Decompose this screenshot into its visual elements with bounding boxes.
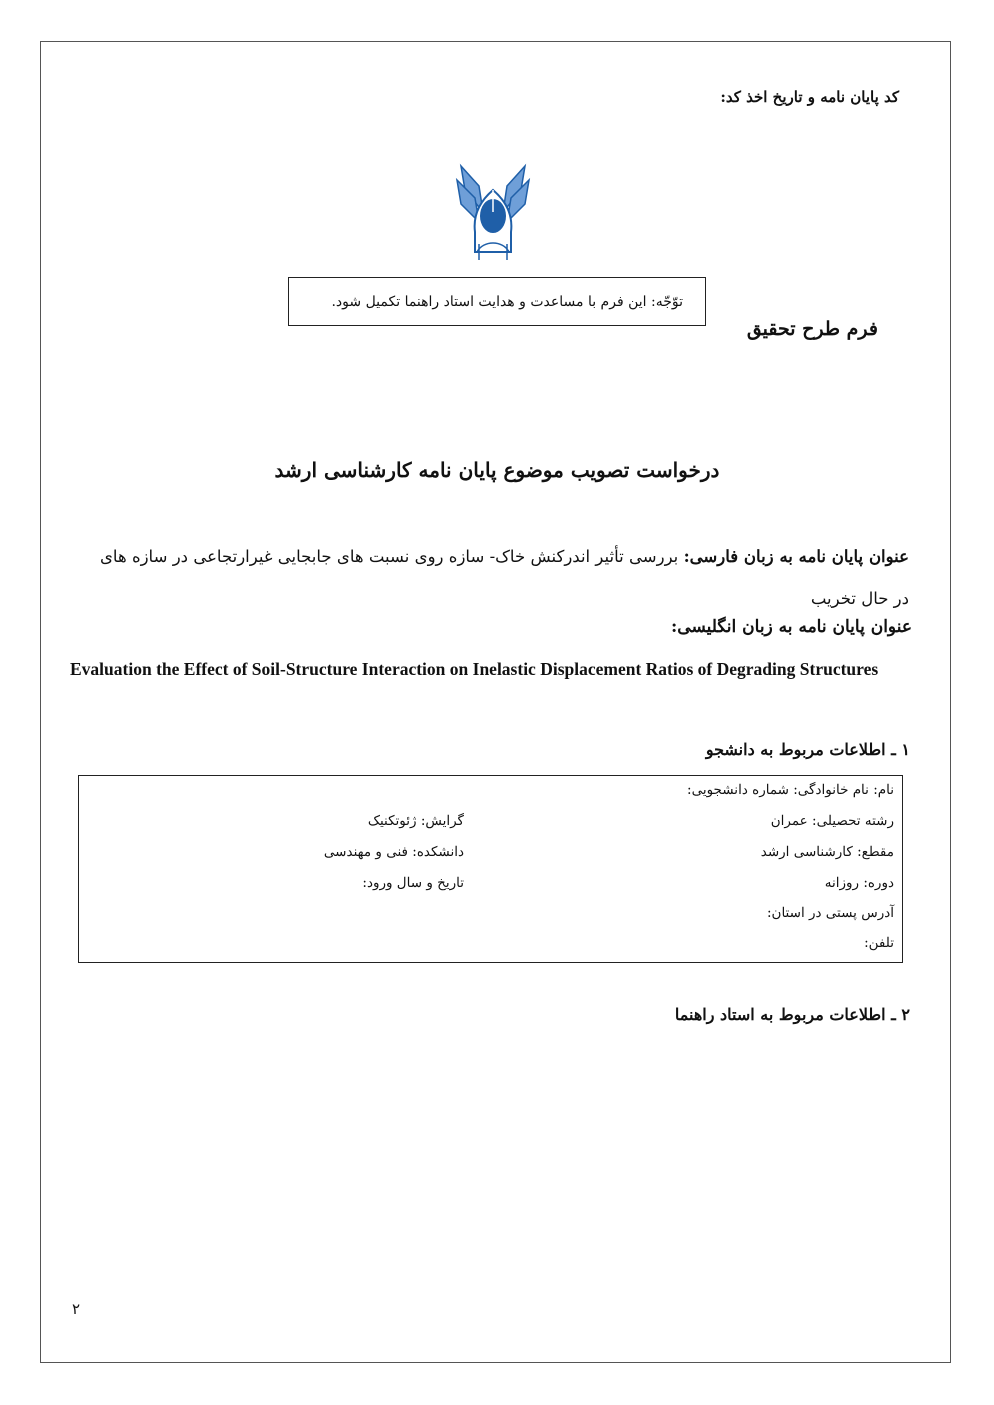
student-faculty: دانشکده: فنی و مهندسی (323, 844, 464, 860)
student-info-heading: ۱ ـ اطلاعات مربوط به دانشجو (705, 740, 910, 759)
student-name-line: نام: نام خانوادگی: شماره دانشجویی: (687, 782, 894, 798)
student-entry-date: تاریخ و سال ورود: (362, 875, 464, 891)
thesis-code-label: کد پایان نامه و تاریخ اخذ کد: (720, 88, 899, 106)
university-logo-icon (455, 160, 531, 272)
university-logo (455, 160, 531, 272)
advisor-info-heading: ۲ ـ اطلاعات مربوط به استاد راهنما (674, 1005, 910, 1024)
student-degree: مقطع: کارشناسی ارشد (760, 844, 894, 860)
student-major: رشته تحصیلی: عمران (770, 813, 894, 829)
student-address: آدرس پستی در استان: (766, 905, 894, 921)
instruction-note (288, 277, 706, 326)
instruction-note-text: توّجّه: این فرم با مساعدت و هدایت استاد راهنما تکمیل شود. (331, 293, 683, 310)
persian-title-label: عنوان پایان نامه به زبان فارسی: (683, 547, 909, 566)
student-specialty: گرایش: ژئوتکنیک (367, 813, 464, 829)
page-number: ۲ (72, 1300, 81, 1318)
persian-title-value: بررسی تأثیر اندرکنش خاک- سازه روی نسبت های جابجایی غیرارتجاعی در سازه های در حال تخریب (100, 547, 909, 608)
english-title-value: Evaluation the Effect of Soil-Structure Interaction on Inelastic Displacement Ratios of Degrading Structures (70, 659, 879, 679)
persian-title-block (100, 536, 909, 620)
student-phone: تلفن: (864, 935, 894, 951)
student-course: دوره: روزانه (824, 875, 894, 891)
english-title-label: عنوان پایان نامه به زبان انگلیسی: (671, 617, 912, 637)
page-title: درخواست تصویب موضوع پایان نامه کارشناسی ارشد (274, 458, 720, 482)
form-title: فرم طرح تحقیق (746, 318, 878, 340)
student-info-box (78, 775, 903, 963)
